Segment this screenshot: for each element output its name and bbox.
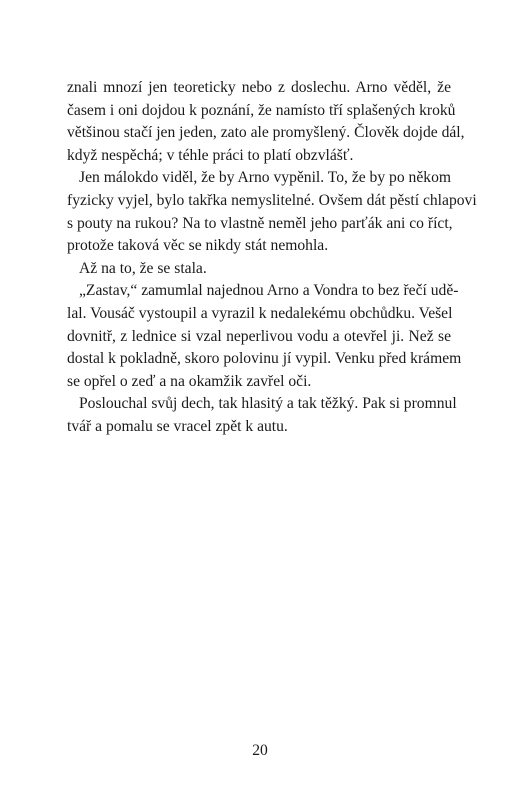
text-line: tvář a pomalu se vracel zpět k autu.	[67, 417, 288, 435]
page-number: 20	[252, 742, 268, 759]
text-line: se opřel o zeď a na okamžik zavřel oči.	[67, 372, 312, 390]
body-text	[67, 77, 477, 439]
text-line: časem i oni dojdou k poznání, že namísto tří splašených kroků	[67, 101, 456, 119]
text-line: lal. Vousáč vystoupil a vyrazil k nedalekému obchůdku. Vešel	[67, 304, 453, 322]
text-line: dostal k pokladně, skoro polovinu jí vypil. Venku před krámem	[67, 350, 462, 368]
text-line: Až na to, že se stala.	[79, 259, 207, 277]
text-line: Poslouchal svůj dech, tak hlasitý a tak těžký. Pak si promnul	[79, 395, 457, 413]
text-line: dovnitř, z lednice si vzal neperlivou vodu a otevřel ji. Než se	[67, 327, 451, 345]
text-line: fyzicky vyjel, bylo takřka nemyslitelné. Ovšem dát pěstí chlapovi	[67, 191, 477, 209]
text-line: protože taková věc se nikdy stát nemohla.	[67, 237, 329, 255]
text-line: většinou stačí jen jeden, zato ale promyšlený. Člověk dojde dál,	[67, 124, 465, 142]
text-line: Jen málokdo viděl, že by Arno vypěnil. To, že by po někom	[79, 169, 451, 187]
text-line: když nespěchá; v téhle práci to platí obzvlášť.	[67, 146, 354, 164]
text-line: s pouty na rukou? Na to vlastně neměl jeho parťák ani co říct,	[67, 214, 453, 232]
text-line: „Zastav,“ zamumlal najednou Arno a Vondra to bez řečí udě-	[79, 282, 459, 300]
text-line: znali mnozí jen teoreticky nebo z doslechu. Arno věděl, že	[67, 79, 451, 96]
